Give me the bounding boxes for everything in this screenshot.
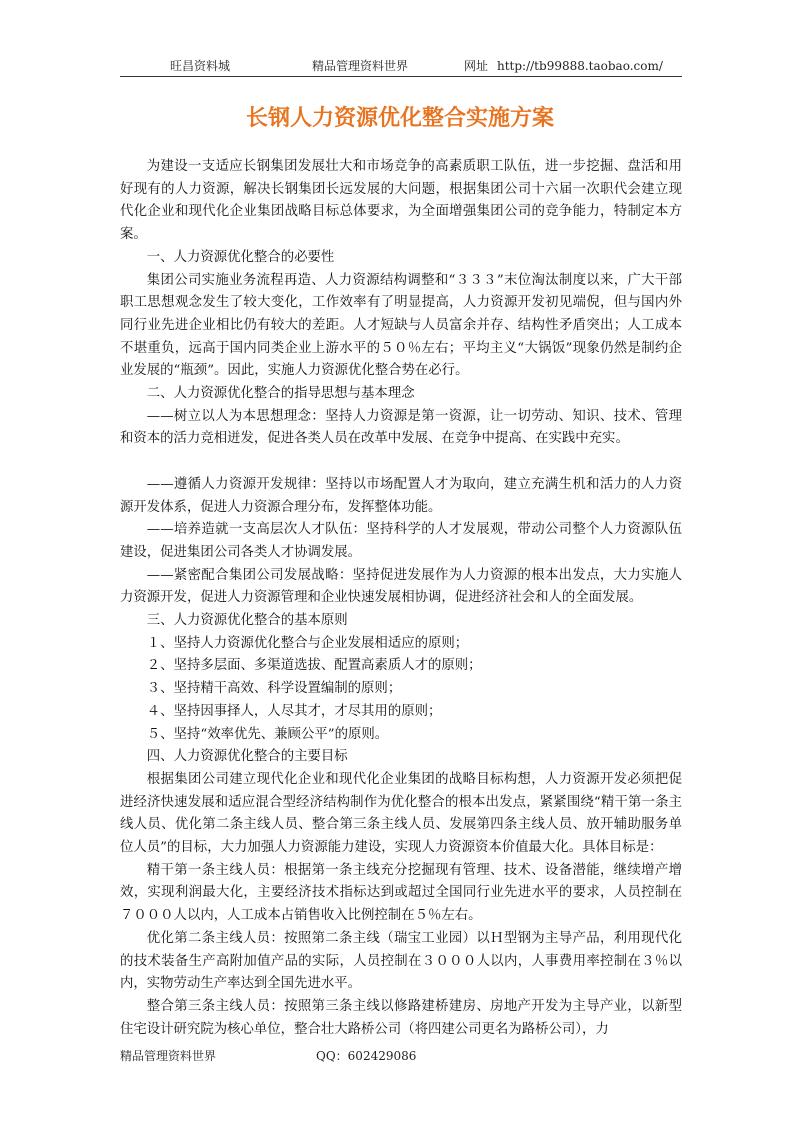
document-body (120, 156, 682, 1041)
list-item: ４、坚持因事择人，人尽其才，才尽其用的原则； (146, 703, 442, 719)
paragraph: 集团公司实施业务流程再造、人力资源结构调整和“３３３”末位淘汰制度以来，广大干部职工思想观念发生了较大变化，工作效率有了明显提高，人力资源开发初见端倪，但与国内外同行业先进企业相比仍有较大的差距。人才短缺与人员富余并存、结构性矛盾突出；人工成本不堪重负，远高于国内同类企业上游水平的５０％左右；平均主义“大锅饭”现象仍然是制约企业发展的“瓶颈”。因此，实施人力资源优化整合势在必行。 (120, 272, 682, 379)
paragraph: 优化第二条主线人员：按照第二条主线（瑞宝工业园）以Ｈ型钢为主导产品，利用现代化的技术装备生产高附加值产品的实际，人员控制在３０００人以内，人事费用率控制在３％以内，实物劳动生产率达到全国先进水平。 (120, 930, 682, 992)
page-header (120, 56, 682, 77)
list-item: ３、坚持精干高效、科学设置编制的原则； (146, 681, 402, 697)
paragraph: 精干第一条主线人员：根据第一条主线充分挖掘现有管理、技术、设备潜能，继续增产增效，实现利润最大化，主要经济技术指标达到或超过全国同行业先进水平的要求，人员控制在７０００人以内，人工成本占销售收入比例控制在５％左右。 (120, 862, 682, 924)
paragraph: ——遵循人力资源开发规律：坚持以市场配置人才为取向，建立充满生机和活力的人力资源开发体系，促进人力资源合理分布，发挥整体功能。 (120, 476, 682, 515)
paragraph: ——培养造就一支高层次人才队伍：坚持科学的人才发展观，带动公司整个人力资源队伍建设，促进集团公司各类人才协调发展。 (120, 522, 682, 560)
list-item: ２、坚持多层面、多渠道选拔、配置高素质人才的原则； (146, 658, 482, 674)
header-url-label: 网址 (464, 59, 489, 73)
footer-qq: QQ：602429086 (316, 1049, 417, 1063)
paragraph: 为建设一支适应长钢集团发展壮大和市场竞争的高素质职工队伍，进一步挖掘、盘活和用好现有的人力资源，解决长钢集团长远发展的大问题，根据集团公司十六届一次职代会建立现代化企业和现代化企业集团战略目标总体要求，为全面增强集团公司的竞争能力，特制定本方案。 (120, 159, 682, 243)
section-heading: 一、人力资源优化整合的必要性 (146, 249, 335, 265)
paragraph: 根据集团公司建立现代化企业和现代化企业集团的战略目标构想，人力资源开发必须把促进经济快速发展和适应混合型经济结构制作为优化整合的根本出发点，紧紧围绕“精干第一条主线人员、优化第二条主线人员、整合第三条主线人员、发展第四条主线人员、放开辅助服务单位人员”的目标，大力加强人力资源能力建设，实现人力资源资本价值最大化。具体目标是： (120, 771, 682, 856)
section-heading: 四、人力资源优化整合的主要目标 (146, 749, 348, 765)
section-heading: 二、人力资源优化整合的指导思想与基本理念 (146, 386, 415, 402)
blank-line (120, 451, 682, 474)
paragraph: ——树立以人为本思想理念：坚持人力资源是第一资源，让一切劳动、知识、技术、管理和资本的活力竞相迸发，促进各类人员在改革中发展、在竞争中提高、在实践中充实。 (120, 408, 682, 447)
section-heading: 三、人力资源优化整合的基本原则 (146, 613, 348, 629)
list-item: ５、坚持“效率优先、兼顾公平”的原则。 (146, 726, 389, 742)
header-site-name: 旺昌资料城 (170, 59, 231, 73)
list-item: １、坚持人力资源优化整合与企业发展相适应的原则； (146, 635, 469, 651)
header-slogan: 精品管理资料世界 (312, 59, 409, 73)
paragraph: 整合第三条主线人员：按照第三条主线以修路建桥建房、房地产开发为主导产业，以新型住宅设计研究院为核心单位，整合壮大路桥公司（将四建公司更名为路桥公司），力 (120, 999, 682, 1037)
header-url-link[interactable]: http://tb99888.taobao.com/ (497, 59, 663, 73)
paragraph: ——紧密配合集团公司发展战略：坚持促进发展作为人力资源的根本出发点，大力实施人力资源开发，促进人力资源管理和企业快速发展相协调，促进经济社会和人的全面发展。 (120, 567, 682, 606)
document-title: 长钢人力资源优化整合实施方案 (245, 105, 554, 131)
footer-site-name: 精品管理资料世界 (120, 1049, 217, 1063)
